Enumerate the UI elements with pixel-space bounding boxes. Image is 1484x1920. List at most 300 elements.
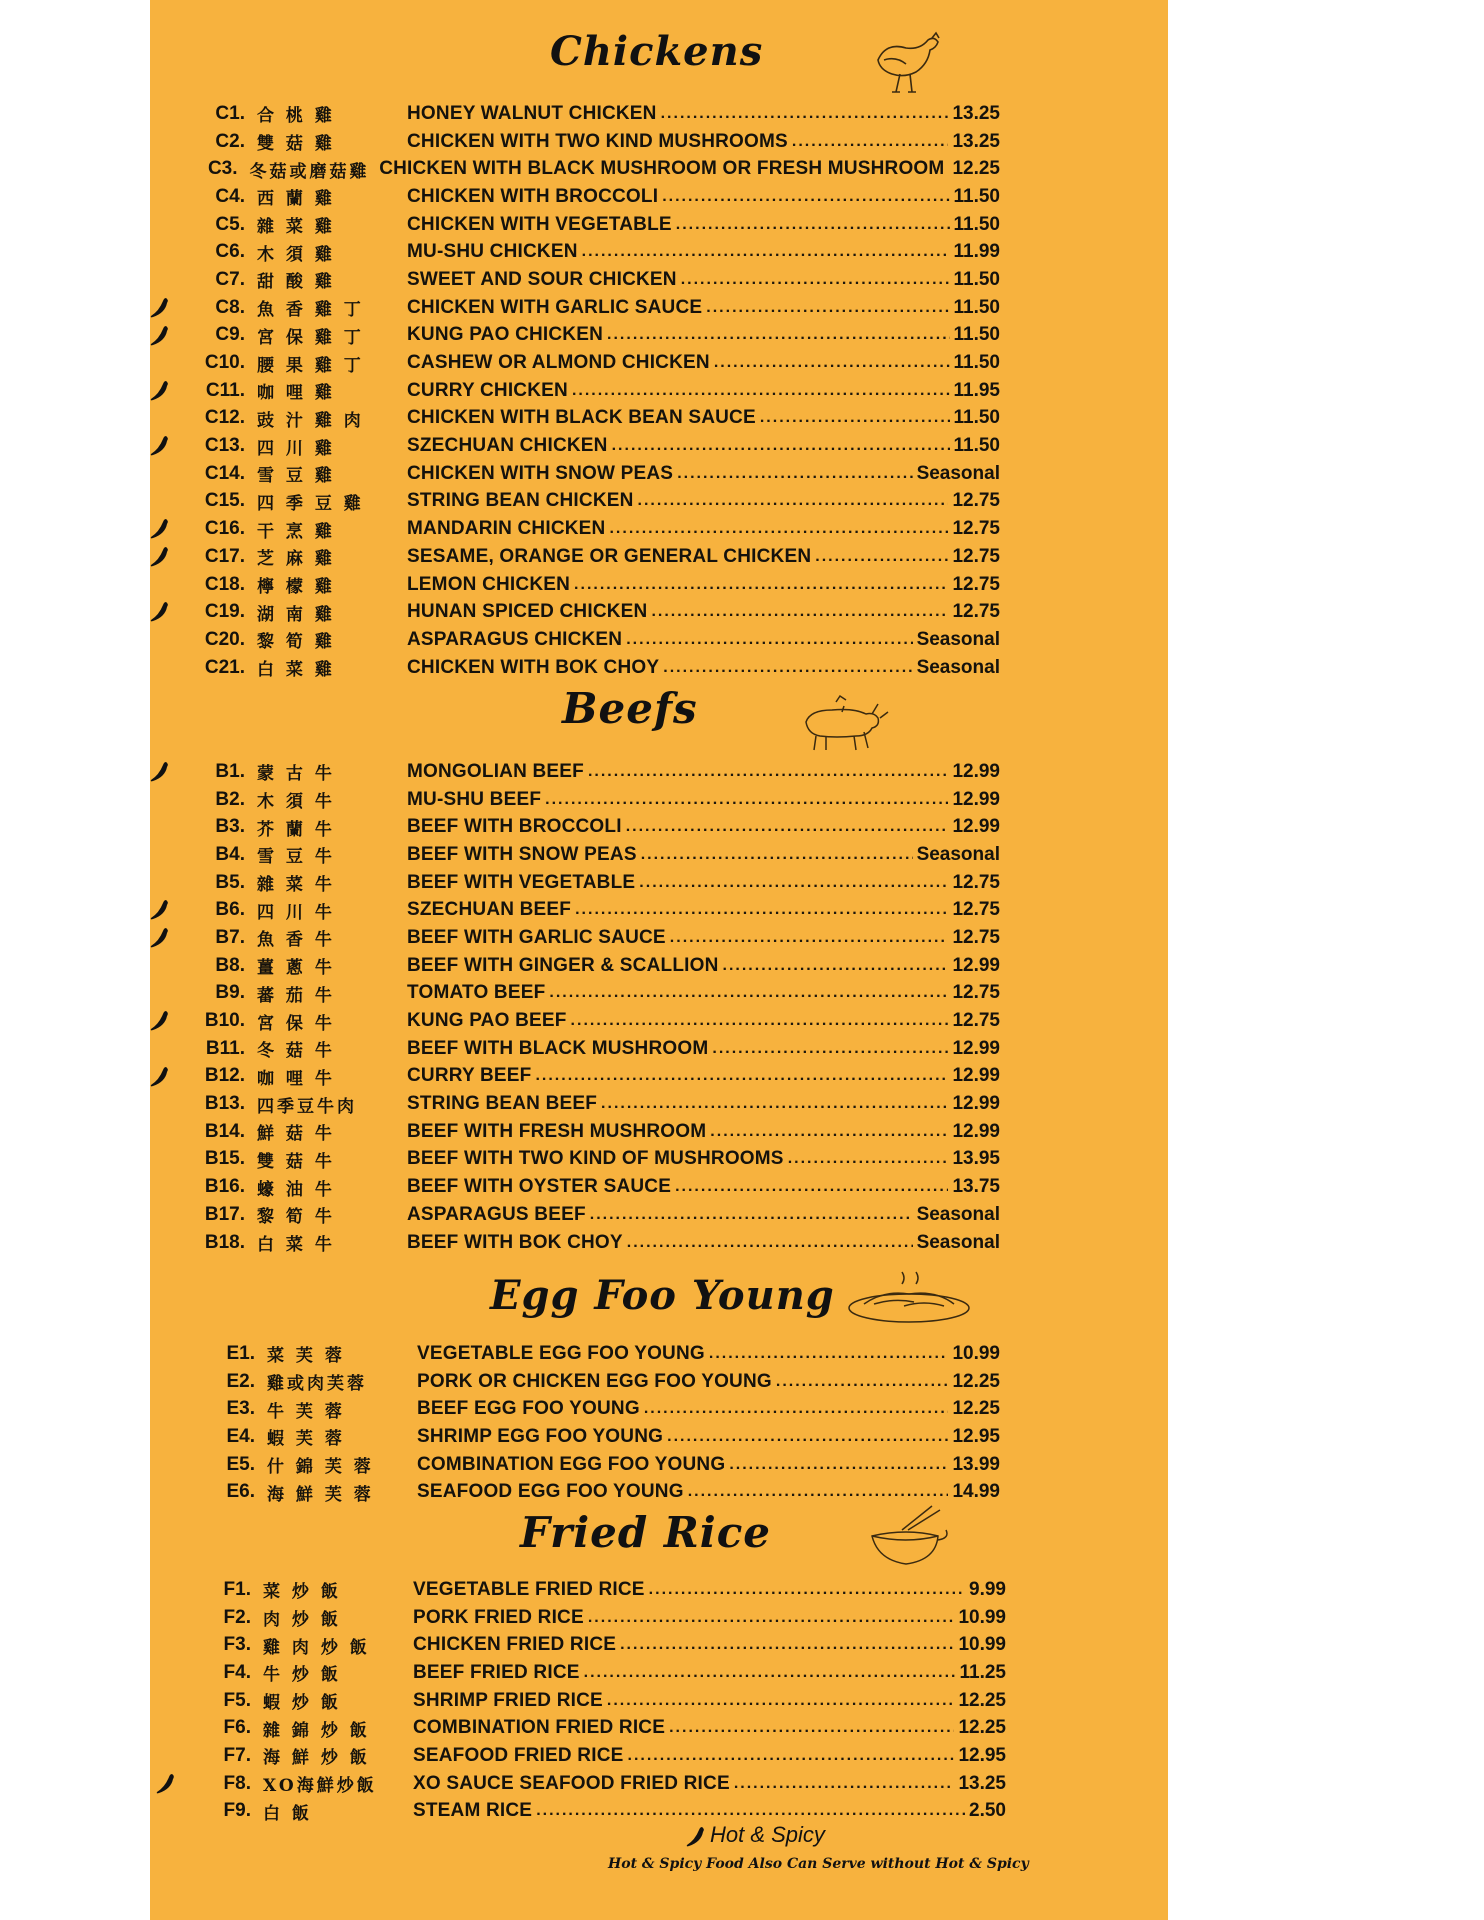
- item-english-name: SHRIMP FRIED RICE: [413, 1689, 603, 1711]
- item-english-name: MANDARIN CHICKEN: [407, 518, 606, 540]
- item-english-name: CURRY BEEF: [407, 1065, 532, 1087]
- item-code: B4.: [215, 843, 245, 865]
- item-code: C20.: [204, 628, 245, 650]
- item-price: 11.25: [959, 1661, 1006, 1683]
- item-chinese-name: 冬菇或磨菇雞: [249, 161, 370, 182]
- item-chinese-name: 雜 錦 炒 飯: [263, 1720, 370, 1741]
- item-code: C14.: [204, 462, 245, 484]
- item-english-name: HUNAN SPICED CHICKEN: [407, 601, 648, 623]
- item-english-name: TOMATO BEEF: [407, 982, 546, 1004]
- item-english-name: MONGOLIAN BEEF: [407, 760, 584, 782]
- menu-item-row: [190, 211, 1000, 239]
- menu-item-row: [190, 1035, 1000, 1063]
- menu-item-row: [190, 460, 1000, 488]
- item-code: F1.: [223, 1578, 251, 1600]
- fried-rice-list: [196, 1576, 1006, 1825]
- dot-leader: [688, 1483, 949, 1501]
- item-code: E5.: [226, 1453, 255, 1475]
- item-chinese-name: 芥 蘭 牛: [257, 819, 335, 840]
- item-price: 12.95: [958, 1744, 1006, 1766]
- item-price: 12.75: [952, 601, 1000, 623]
- item-code: C4.: [215, 185, 245, 207]
- item-english-name: SWEET AND SOUR CHICKEN: [407, 268, 677, 290]
- item-chinese-name: 木 須 牛: [257, 792, 335, 813]
- item-code: C19.: [204, 601, 245, 623]
- menu-item-row: [190, 869, 1000, 897]
- item-english-name: CHICKEN WITH BLACK MUSHROOM OR FRESH MUSHROOM: [379, 158, 945, 180]
- chili-pepper-icon: [154, 1772, 178, 1796]
- item-english-name: SZECHUAN BEEF: [407, 899, 572, 921]
- item-chinese-name: 芝 麻 雞: [257, 549, 335, 570]
- item-chinese-name: 蠔 油 牛: [257, 1179, 335, 1200]
- item-chinese-name: 雞 肉 炒 飯: [263, 1637, 370, 1658]
- item-english-name: XO SAUCE SEAFOOD FRIED RICE: [413, 1772, 730, 1794]
- item-chinese-name: 海 鮮 芙 蓉: [267, 1484, 374, 1505]
- menu-item-row: [190, 1090, 1000, 1118]
- item-chinese-name: 黎 筍 雞: [257, 632, 335, 653]
- item-english-name: CHICKEN FRIED RICE: [413, 1634, 617, 1656]
- item-code: B9.: [215, 982, 245, 1004]
- item-english-name: CHICKEN WITH VEGETABLE: [407, 213, 672, 235]
- item-code: F6.: [223, 1717, 251, 1739]
- chili-pepper-icon: [150, 379, 172, 403]
- item-price: Seasonal: [916, 843, 1000, 865]
- menu-item-row: [196, 1687, 1006, 1715]
- item-english-name: KUNG PAO CHICKEN: [407, 324, 604, 346]
- item-price: Seasonal: [916, 462, 1000, 484]
- item-english-name: ASPARAGUS BEEF: [407, 1203, 586, 1225]
- menu-item-row: [190, 488, 1000, 516]
- menu-item-row: [190, 952, 1000, 980]
- dot-leader: [626, 631, 912, 649]
- item-code: B18.: [204, 1231, 245, 1253]
- chickens-list: [190, 100, 1000, 681]
- menu-item-row: [190, 786, 1000, 814]
- item-code: B17.: [204, 1203, 245, 1225]
- item-price: 12.25: [952, 1398, 1000, 1420]
- menu-item-row: [190, 626, 1000, 654]
- dot-leader: [760, 409, 950, 427]
- dot-leader: [644, 1400, 949, 1418]
- chili-pepper-icon: [150, 600, 172, 624]
- item-code: B10.: [204, 1010, 245, 1032]
- item-chinese-name: 咖 哩 牛: [257, 1068, 335, 1089]
- item-price: 11.95: [953, 379, 1000, 401]
- item-code: F3.: [223, 1634, 251, 1656]
- item-chinese-name: 四 川 牛: [257, 902, 335, 923]
- item-price: 11.50: [953, 407, 1000, 429]
- item-english-name: COMBINATION FRIED RICE: [413, 1717, 666, 1739]
- item-chinese-name: 雞或肉芙蓉: [267, 1374, 367, 1395]
- item-english-name: MU-SHU CHICKEN: [407, 241, 578, 263]
- menu-item-row: [196, 1742, 1006, 1770]
- item-chinese-name: 黎 筍 牛: [257, 1207, 335, 1228]
- item-price: 13.25: [952, 130, 1000, 152]
- item-price: Seasonal: [916, 656, 1000, 678]
- item-code: B11.: [205, 1037, 245, 1059]
- item-chinese-name: 薑 蔥 牛: [257, 958, 335, 979]
- item-english-name: BEEF WITH GARLIC SAUCE: [407, 926, 666, 948]
- dot-leader: [663, 659, 912, 677]
- item-english-name: BEEF WITH OYSTER SAUCE: [407, 1176, 672, 1198]
- dot-leader: [607, 1692, 955, 1710]
- item-chinese-name: 冬 菇 牛: [257, 1041, 335, 1062]
- item-code: B7.: [215, 926, 245, 948]
- item-chinese-name: 白 菜 牛: [257, 1235, 335, 1256]
- item-chinese-name: 白 飯: [263, 1803, 312, 1824]
- menu-item-row: [190, 841, 1000, 869]
- item-price: 13.25: [958, 1772, 1006, 1794]
- egg-foo-young-list: [200, 1340, 1000, 1506]
- item-code: C6.: [215, 241, 245, 263]
- item-code: E2.: [226, 1370, 255, 1392]
- item-price: Seasonal: [916, 1203, 1000, 1225]
- item-code: B12.: [204, 1065, 245, 1087]
- item-english-name: SZECHUAN CHICKEN: [407, 435, 608, 457]
- dot-leader: [572, 382, 950, 400]
- chili-pepper-icon: [150, 296, 172, 320]
- item-english-name: BEEF WITH BROCCOLI: [407, 816, 622, 838]
- item-code: B1.: [215, 760, 245, 782]
- item-price: 12.25: [958, 1689, 1006, 1711]
- item-english-name: COMBINATION EGG FOO YOUNG: [417, 1453, 726, 1475]
- item-chinese-name: 雙 菇 雞: [257, 134, 335, 155]
- item-code: C3.: [207, 158, 238, 180]
- section-title-egg-foo-young: Egg Foo Young: [490, 1272, 835, 1319]
- item-price: 12.75: [952, 899, 1000, 921]
- menu-page: [150, 0, 1168, 1920]
- menu-item-row: [190, 654, 1000, 682]
- item-code: B16.: [204, 1176, 245, 1198]
- menu-item-row: [190, 598, 1000, 626]
- item-chinese-name: 豉 汁 雞 肉: [257, 410, 364, 431]
- dot-leader: [571, 1012, 949, 1030]
- dot-leader: [649, 1581, 965, 1599]
- dot-leader: [601, 1095, 948, 1113]
- item-english-name: STEAM RICE: [413, 1800, 533, 1822]
- item-chinese-name: 蕃 茄 牛: [257, 985, 335, 1006]
- menu-item-row: [190, 349, 1000, 377]
- menu-item-row: [190, 128, 1000, 156]
- menu-item-row: [190, 1173, 1000, 1201]
- item-chinese-name: 牛 炒 飯: [263, 1665, 341, 1686]
- item-price: 12.99: [952, 1120, 1000, 1142]
- item-chinese-name: 西 蘭 雞: [257, 189, 335, 210]
- item-price: 11.50: [953, 435, 1000, 457]
- menu-item-row: [190, 515, 1000, 543]
- item-price: 12.25: [958, 1717, 1006, 1739]
- legend-hot-spicy: Hot & Spicy: [710, 1822, 825, 1847]
- menu-item-row: [190, 1118, 1000, 1146]
- item-chinese-name: 雪 豆 牛: [257, 847, 335, 868]
- item-code: C15.: [204, 490, 245, 512]
- item-code: B5.: [215, 871, 245, 893]
- chili-pepper-icon: [150, 1065, 172, 1089]
- item-english-name: BEEF WITH SNOW PEAS: [407, 843, 637, 865]
- dot-leader: [536, 1802, 965, 1820]
- item-price: 12.75: [952, 490, 1000, 512]
- item-chinese-name: 雜 菜 牛: [257, 875, 335, 896]
- item-price: 11.50: [953, 324, 1000, 346]
- dot-leader: [545, 791, 948, 809]
- item-chinese-name: 宮 保 雞 丁: [257, 327, 364, 348]
- item-chinese-name: 腰 果 雞 丁: [257, 355, 364, 376]
- dot-leader: [590, 1206, 913, 1224]
- dot-leader: [588, 1609, 955, 1627]
- item-english-name: PORK FRIED RICE: [413, 1606, 584, 1628]
- item-english-name: KUNG PAO BEEF: [407, 1010, 567, 1032]
- chili-pepper-icon: [150, 545, 172, 569]
- dot-leader: [584, 1664, 956, 1682]
- menu-item-row: [196, 1714, 1006, 1742]
- item-code: C12.: [204, 407, 245, 429]
- item-code: F5.: [223, 1689, 251, 1711]
- item-chinese-name: 魚 香 雞 丁: [257, 300, 364, 321]
- item-chinese-name: 合 桃 雞: [257, 106, 335, 127]
- item-english-name: BEEF WITH TWO KIND OF MUSHROOMS: [407, 1148, 784, 1170]
- menu-item-row: [200, 1368, 1000, 1396]
- menu-item-row: [190, 1063, 1000, 1091]
- item-price: 12.75: [952, 871, 1000, 893]
- menu-item-row: [190, 405, 1000, 433]
- item-price: 12.75: [952, 982, 1000, 1004]
- dot-leader: [670, 929, 949, 947]
- item-code: C16.: [204, 518, 245, 540]
- menu-item-row: [196, 1798, 1006, 1826]
- item-price: 10.99: [958, 1634, 1006, 1656]
- menu-item-row: [196, 1604, 1006, 1632]
- item-code: B8.: [215, 954, 245, 976]
- dot-leader: [574, 576, 948, 594]
- item-chinese-name: 什 錦 芙 蓉: [267, 1457, 374, 1478]
- item-english-name: BEEF EGG FOO YOUNG: [417, 1398, 640, 1420]
- item-price: 10.99: [952, 1342, 1000, 1364]
- section-title-chickens: Chickens: [550, 28, 764, 75]
- menu-item-row: [200, 1340, 1000, 1368]
- chili-pepper-icon: [150, 926, 172, 950]
- item-code: F4.: [223, 1661, 251, 1683]
- item-chinese-name: 蝦 芙 蓉: [267, 1429, 345, 1450]
- item-chinese-name: 咖 哩 雞: [257, 383, 335, 404]
- item-price: Seasonal: [916, 628, 1000, 650]
- item-english-name: SESAME, ORANGE OR GENERAL CHICKEN: [407, 545, 812, 567]
- item-chinese-name: 蒙 古 牛: [257, 764, 335, 785]
- item-chinese-name: 魚 香 牛: [257, 930, 335, 951]
- menu-item-row: [190, 294, 1000, 322]
- item-code: C21.: [204, 656, 245, 678]
- item-price: 11.50: [953, 352, 1000, 374]
- menu-item-row: [190, 758, 1000, 786]
- dot-leader: [815, 548, 948, 566]
- dot-leader: [607, 326, 949, 344]
- item-code: F9.: [223, 1800, 251, 1822]
- item-code: B2.: [215, 788, 245, 810]
- item-english-name: BEEF WITH BLACK MUSHROOM: [407, 1037, 709, 1059]
- item-english-name: BEEF WITH FRESH MUSHROOM: [407, 1120, 707, 1142]
- ox-icon: [796, 692, 892, 754]
- menu-item-row: [196, 1659, 1006, 1687]
- item-price: 13.95: [952, 1148, 1000, 1170]
- item-chinese-name: 檸 檬 雞: [257, 577, 335, 598]
- item-price: 12.99: [952, 1065, 1000, 1087]
- item-english-name: BEEF WITH VEGETABLE: [407, 871, 636, 893]
- item-english-name: BEEF FRIED RICE: [413, 1661, 580, 1683]
- dot-leader: [729, 1456, 948, 1474]
- dot-leader: [709, 1345, 949, 1363]
- item-price: 11.50: [953, 213, 1000, 235]
- item-price: 2.50: [969, 1800, 1006, 1822]
- dot-leader: [612, 437, 950, 455]
- item-code: F8.: [223, 1772, 251, 1794]
- item-price: 11.99: [953, 241, 1000, 263]
- item-price: 12.99: [952, 954, 1000, 976]
- item-price: 12.25: [952, 1370, 1000, 1392]
- dot-leader: [588, 763, 948, 781]
- dot-leader: [734, 1775, 955, 1793]
- menu-item-row: [190, 1229, 1000, 1257]
- menu-item-row: [190, 571, 1000, 599]
- item-english-name: CHICKEN WITH BOK CHOY: [407, 656, 660, 678]
- item-chinese-name: 鮮 菇 牛: [257, 1124, 335, 1145]
- item-english-name: CURRY CHICKEN: [407, 379, 568, 401]
- item-chinese-name: 甜 酸 雞: [257, 272, 335, 293]
- item-price: 12.95: [952, 1425, 1000, 1447]
- item-chinese-name: 干 烹 雞: [257, 521, 335, 542]
- item-english-name: CHICKEN WITH SNOW PEAS: [407, 462, 674, 484]
- item-code: C11.: [205, 379, 245, 401]
- menu-item-row: [200, 1451, 1000, 1479]
- item-english-name: PORK OR CHICKEN EGG FOO YOUNG: [417, 1370, 772, 1392]
- dot-leader: [582, 243, 950, 261]
- item-price: 12.75: [952, 926, 1000, 948]
- menu-item-row: [190, 543, 1000, 571]
- item-chinese-name: 菜 芙 蓉: [267, 1346, 345, 1367]
- menu-item-row: [190, 266, 1000, 294]
- dot-leader: [681, 271, 950, 289]
- item-english-name: STRING BEAN CHICKEN: [407, 490, 634, 512]
- dot-leader: [575, 901, 948, 919]
- dot-leader: [723, 957, 949, 975]
- chili-pepper-icon: [150, 434, 172, 458]
- chili-pepper-icon: [150, 517, 172, 541]
- dot-leader: [549, 984, 948, 1002]
- item-english-name: BEEF WITH BOK CHOY: [407, 1231, 623, 1253]
- rice-bowl-icon: [862, 1500, 952, 1572]
- item-chinese-name: XO海鮮炒飯: [263, 1776, 377, 1797]
- chicken-icon: [866, 30, 946, 100]
- item-english-name: SHRIMP EGG FOO YOUNG: [417, 1425, 664, 1447]
- dot-leader: [714, 354, 950, 372]
- dot-leader: [620, 1636, 954, 1654]
- item-chinese-name: 白 菜 雞: [257, 660, 335, 681]
- item-code: C9.: [215, 324, 245, 346]
- dot-leader: [706, 299, 949, 317]
- dot-leader: [669, 1719, 954, 1737]
- item-code: C13.: [204, 435, 245, 457]
- item-price: 9.99: [969, 1578, 1006, 1600]
- chili-pepper-icon: [150, 1009, 172, 1033]
- item-code: C7.: [215, 268, 245, 290]
- menu-item-row: [190, 155, 1000, 183]
- item-code: B13.: [204, 1093, 245, 1115]
- dot-leader: [676, 216, 950, 234]
- item-price: 13.75: [952, 1176, 1000, 1198]
- item-english-name: CHICKEN WITH GARLIC SAUCE: [407, 296, 703, 318]
- item-price: 13.25: [952, 102, 1000, 124]
- dot-leader: [626, 818, 949, 836]
- chili-pepper-icon: [150, 898, 172, 922]
- item-code: B15.: [204, 1148, 245, 1170]
- item-price: 12.99: [952, 760, 1000, 782]
- item-price: 12.99: [952, 1093, 1000, 1115]
- item-price: 12.75: [952, 545, 1000, 567]
- item-code: C2.: [215, 130, 245, 152]
- item-code: E4.: [226, 1425, 255, 1447]
- item-english-name: SEAFOOD EGG FOO YOUNG: [417, 1481, 684, 1503]
- item-chinese-name: 牛 芙 蓉: [267, 1401, 345, 1422]
- item-code: C10.: [204, 352, 245, 374]
- dot-leader: [788, 1150, 949, 1168]
- menu-item-row: [190, 377, 1000, 405]
- dot-leader: [675, 1178, 948, 1196]
- item-price: 12.75: [952, 573, 1000, 595]
- menu-item-row: [190, 432, 1000, 460]
- dot-leader: [651, 603, 948, 621]
- item-code: E1.: [226, 1342, 255, 1364]
- dot-leader: [661, 105, 949, 123]
- item-chinese-name: 四季豆牛肉: [257, 1096, 357, 1117]
- dot-leader: [638, 492, 949, 510]
- item-english-name: CHICKEN WITH BLACK BEAN SAUCE: [407, 407, 756, 429]
- chili-pepper-icon: [150, 324, 172, 348]
- dot-leader: [662, 188, 949, 206]
- dot-leader: [667, 1428, 948, 1446]
- item-price: Seasonal: [916, 1231, 1000, 1253]
- menu-item-row: [190, 183, 1000, 211]
- item-code: C1.: [215, 102, 245, 124]
- menu-item-row: [190, 924, 1000, 952]
- menu-item-row: [200, 1423, 1000, 1451]
- menu-item-row: [196, 1770, 1006, 1798]
- item-chinese-name: 四 季 豆 雞: [257, 493, 364, 514]
- menu-item-row: [196, 1576, 1006, 1604]
- item-price: 12.99: [952, 816, 1000, 838]
- menu-item-row: [190, 980, 1000, 1008]
- item-price: 12.75: [952, 1010, 1000, 1032]
- section-title-fried-rice: Fried Rice: [520, 1508, 772, 1557]
- menu-item-row: [190, 1201, 1000, 1229]
- item-code: C17.: [204, 545, 245, 567]
- dot-leader: [609, 520, 948, 538]
- item-english-name: VEGETABLE EGG FOO YOUNG: [417, 1342, 705, 1364]
- item-chinese-name: 雙 菇 牛: [257, 1151, 335, 1172]
- dot-leader: [627, 1234, 913, 1252]
- menu-item-row: [190, 1146, 1000, 1174]
- item-code: B3.: [215, 816, 245, 838]
- item-english-name: HONEY WALNUT CHICKEN: [407, 102, 657, 124]
- egg-foo-young-plate-icon: [844, 1260, 974, 1330]
- item-code: B6.: [215, 899, 245, 921]
- dot-leader: [641, 846, 913, 864]
- item-english-name: VEGETABLE FRIED RICE: [413, 1578, 645, 1600]
- dot-leader: [639, 874, 948, 892]
- item-price: 12.99: [952, 788, 1000, 810]
- item-code: F7.: [223, 1744, 251, 1766]
- item-chinese-name: 四 川 雞: [257, 438, 335, 459]
- dot-leader: [628, 1747, 955, 1765]
- item-chinese-name: 木 須 雞: [257, 244, 335, 265]
- item-english-name: CHICKEN WITH BROCCOLI: [407, 185, 659, 207]
